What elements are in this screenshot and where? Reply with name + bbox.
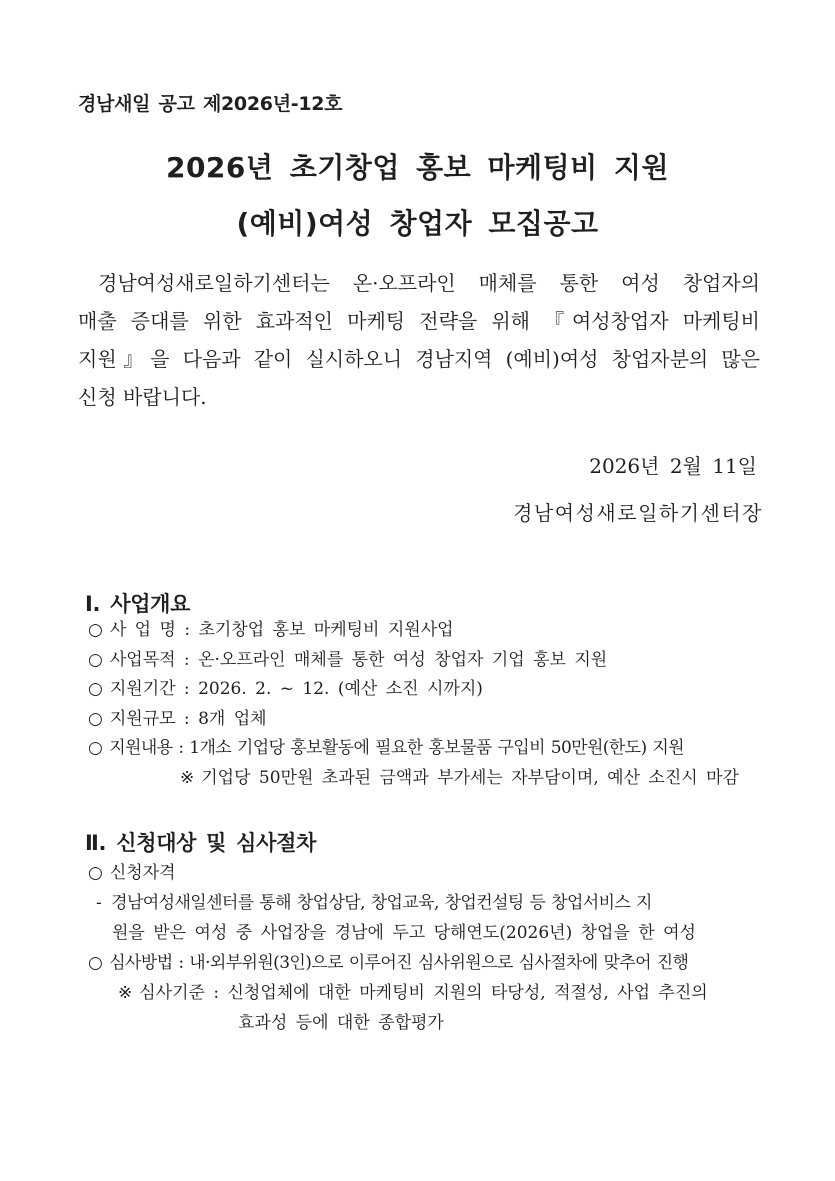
reference-mark: ※ — [118, 983, 133, 1003]
circle-bullet: ○ — [88, 649, 103, 670]
title-line-1: 2026년 초기창업 홍보 마케팅비 지원 — [165, 151, 670, 184]
list-item-text: 지원규모 : 8개 업체 — [109, 708, 267, 729]
section-2-list — [88, 858, 788, 1038]
list-item-eligibility — [88, 858, 788, 888]
reference-mark: ※ — [180, 767, 195, 788]
list-item-text: 심사방법 : 내·외부위원(3인)으로 이루어진 심사위원으로 심사절차에 맞추어 진행 — [109, 953, 689, 973]
list-item-review-method — [88, 948, 788, 978]
list-item-scale — [88, 705, 788, 735]
list-item-text: 신청자격 — [109, 863, 176, 883]
circle-bullet: ○ — [88, 620, 103, 640]
list-item-review-criteria — [88, 978, 788, 1008]
list-item-project-name — [88, 616, 788, 646]
list-item-review-criteria-continued — [88, 1008, 788, 1038]
list-item-text: 지원기간 : 2026. 2. ~ 12. (예산 소진 시까지) — [109, 679, 483, 699]
list-item-eligibility-detail — [88, 888, 788, 918]
circle-bullet: ○ — [88, 863, 103, 883]
list-item-period — [88, 675, 788, 705]
list-item-support-content — [88, 734, 788, 764]
section-1-list — [88, 616, 788, 793]
date-line: 2026년 2월 11일 — [589, 454, 757, 478]
notice-number: 경남새일 공고 제2026년-12호 — [78, 93, 343, 115]
intro-line: 매출 증대를 위한 효과적인 마케팅 전략을 위해 『여성창업자 마케팅비 — [78, 309, 760, 333]
section-2-heading: Ⅱ. 신청대상 및 심사절차 — [85, 831, 317, 855]
list-item-eligibility-detail-continued — [88, 918, 788, 948]
list-item-text: 사업목적 : 온·오프라인 매체를 통한 여성 창업자 기업 홍보 지원 — [109, 649, 608, 670]
signature-line: 경남여성새로일하기센터장 — [513, 501, 763, 525]
intro-paragraph — [78, 264, 760, 416]
list-item-text: 사 업 명 : 초기창업 홍보 마케팅비 지원사업 — [109, 620, 454, 640]
dash-bullet: - — [96, 893, 102, 913]
list-item-text: 원을 받은 여성 중 사업장을 경남에 두고 당해연도(2026년) 창업을 한 여성 — [112, 923, 696, 943]
intro-line: 경남여성새로일하기센터는 온·오프라인 매체를 통한 여성 창업자의 — [98, 271, 760, 295]
section-1-heading: Ⅰ. 사업개요 — [85, 592, 191, 616]
list-item-note — [88, 764, 788, 794]
list-item-text: 경남여성새일센터를 통해 창업상담, 창업교육, 창업컨설팅 등 창업서비스 지 — [111, 893, 652, 913]
list-item-text: 효과성 등에 대한 종합평가 — [238, 1013, 444, 1033]
list-item-text: 지원내용 : 1개소 기업당 홍보활동에 필요한 홍보물품 구입비 50만원(한도) 지원 — [109, 738, 684, 758]
document-title — [0, 140, 835, 252]
title-line-2: (예비)여성 창업자 모집공고 — [236, 207, 599, 240]
intro-line: 신청 바랍니다. — [78, 385, 207, 409]
circle-bullet: ○ — [88, 738, 103, 758]
circle-bullet: ○ — [88, 953, 103, 973]
list-item-text: 심사기준 : 신청업체에 대한 마케팅비 지원의 타당성, 적절성, 사업 추진의 — [139, 983, 708, 1003]
circle-bullet: ○ — [88, 679, 103, 699]
list-item-purpose — [88, 646, 788, 676]
intro-line: 지원』을 다음과 같이 실시하오니 경남지역 (예비)여성 창업자분의 많은 — [78, 347, 760, 371]
circle-bullet: ○ — [88, 708, 103, 729]
list-item-text: 기업당 50만원 초과된 금액과 부가세는 자부담이며, 예산 소진시 마감 — [201, 767, 739, 788]
